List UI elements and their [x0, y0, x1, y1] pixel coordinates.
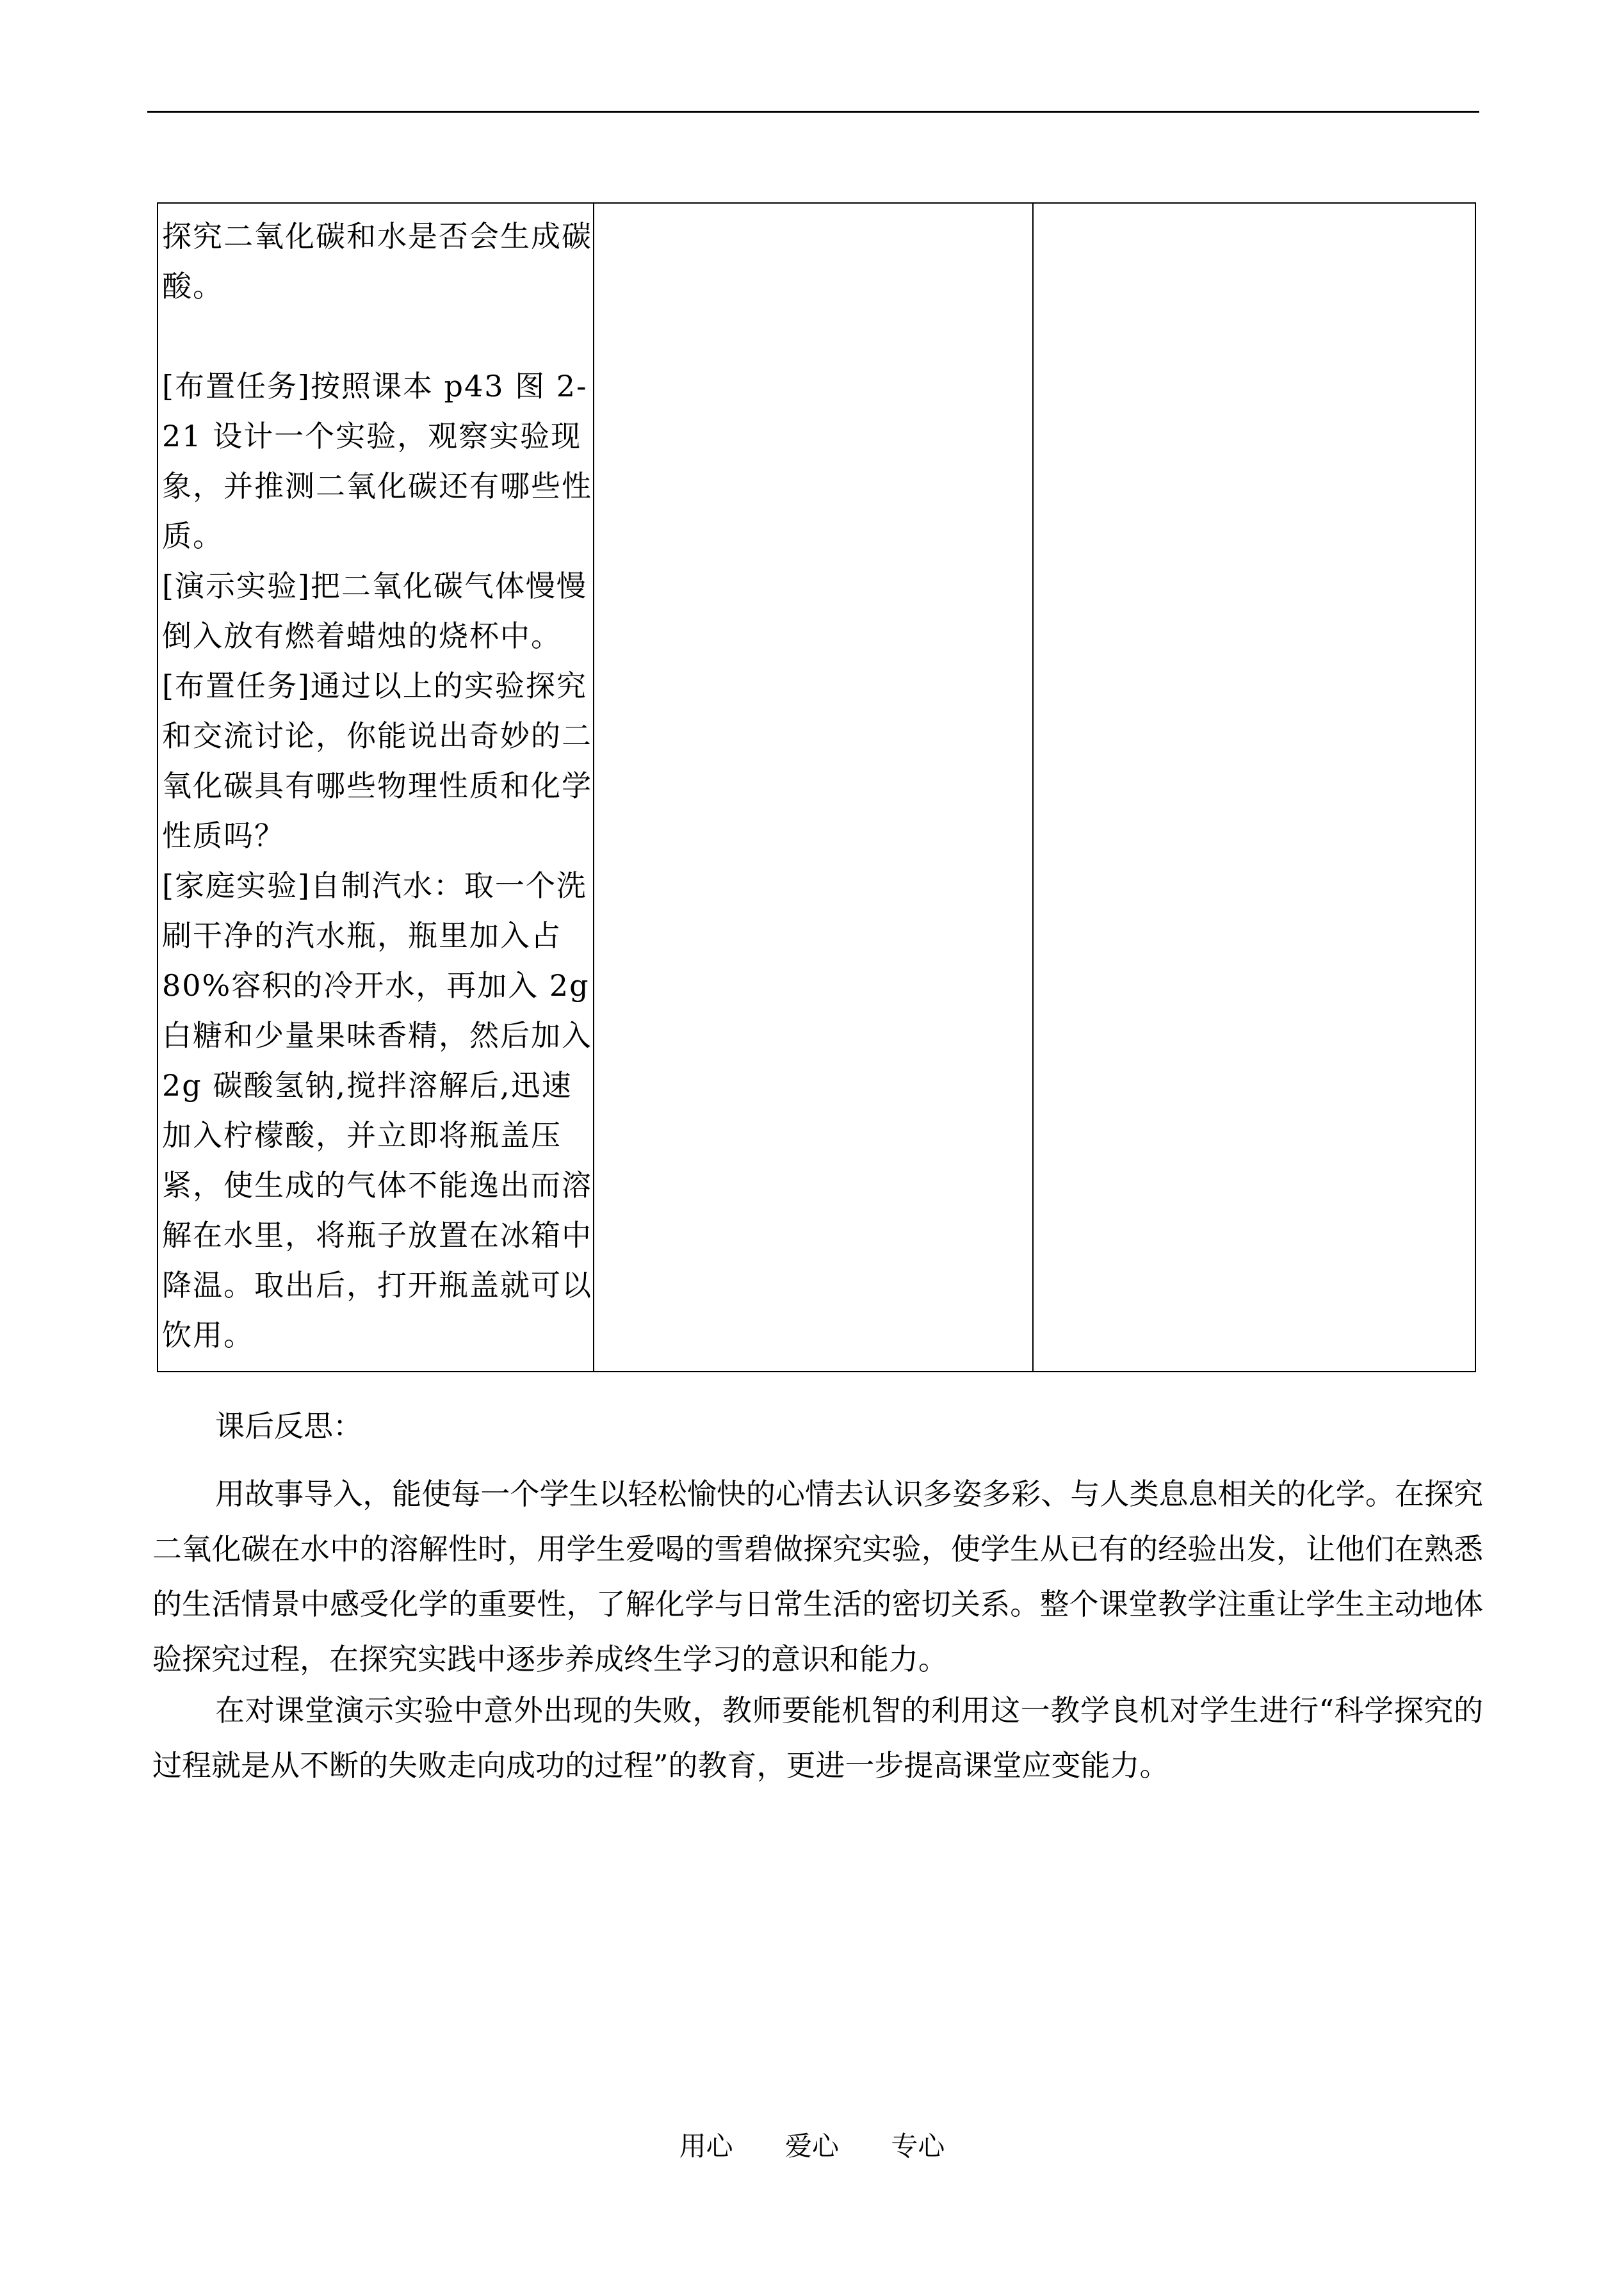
footer-item-3: 专心: [891, 2130, 945, 2162]
table-cell-activity: [158, 203, 594, 1372]
table-row: [158, 203, 1475, 1372]
page-footer: [0, 2127, 1624, 2166]
table-cell-empty-2: [594, 203, 1033, 1372]
reflection-paragraph-1: 用故事导入，能使每一个学生以轻松愉快的心情去认识多姿多彩、与人类息息相关的化学。在探究二氧化碳在水中的溶解性时，用学生爱喝的雪碧做探究实验，使学生从已有的经验出发，让他们在熟悉的生活情景中感受化学的重要性，了解化学与日常生活的密切关系。整个课堂教学注重让学生主动地体验探究过程，在探究实践中逐步养成终生学习的意识和能力。: [152, 1477, 1483, 1676]
lesson-table: [157, 202, 1476, 1372]
footer-item-2: 爱心: [784, 2130, 839, 2162]
footer-item-1: 用心: [679, 2130, 733, 2162]
reflection-heading: 课后反思：: [215, 1409, 362, 1443]
activity-text: 探究二氧化碳和水是否会生成碳酸。 [布置任务]按照课本 p43 图 2-21 设计一个实验，观察实验现象，并推测二氧化碳还有哪些性质。 [演示实验]把二氧化碳气体慢慢倒入放有燃着蜡烛的烧杯中。 [布置任务]通过以上的实验探究和交流讨论，你能说出奇妙的二氧化碳具有哪些物理性质和化学性质吗？ [家庭实验]自制汽水：取一个洗刷干净的汽水瓶，瓶里加入占 80%容积的冷开水，再加入 2g 白糖和少量果味香精，然后加入 2g 碳酸氢钠,搅拌溶解后,迅速加入柠檬酸，并立即将瓶盖压紧，使生成的气体不能逸出而溶解在水里，将瓶子放置在冰箱中降温。取出后，打开瓶盖就可以饮用。: [162, 219, 592, 1352]
table-cell-empty-3: [1033, 203, 1475, 1372]
header-rule: [147, 111, 1479, 113]
reflection-paragraph-2: 在对课堂演示实验中意外出现的失败，教师要能机智的利用这一教学良机对学生进行“科学探究的过程就是从不断的失败走向成功的过程”的教育，更进一步提高课堂应变能力。: [152, 1693, 1483, 1783]
